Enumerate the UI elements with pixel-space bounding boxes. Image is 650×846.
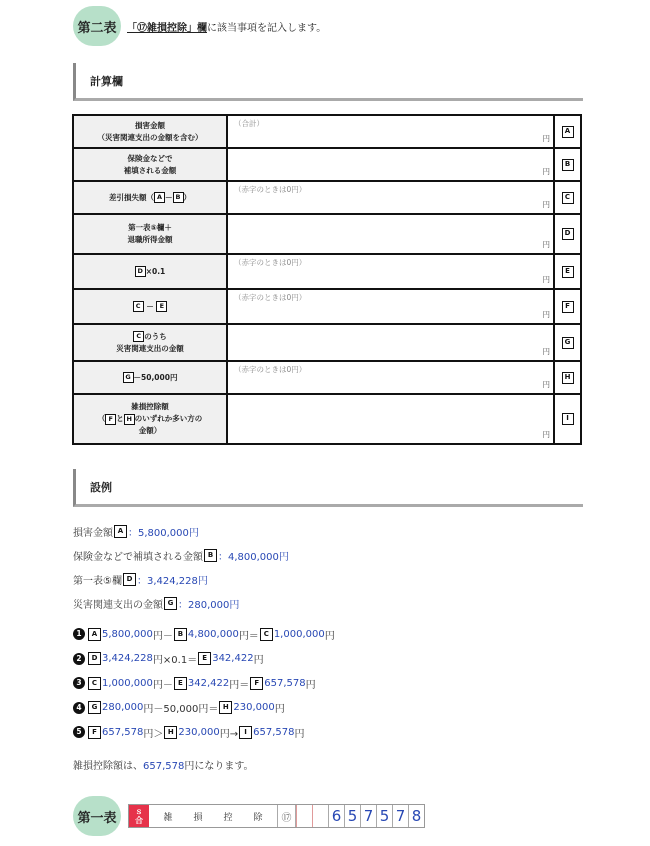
calc-row: [73, 148, 581, 181]
mark-box: C: [260, 628, 273, 641]
yen-unit: 円: [542, 200, 550, 209]
header: [73, 4, 326, 48]
form-digit-cell: [296, 805, 312, 827]
form-tag: ｓ 合: [129, 805, 149, 827]
label-line: 災害関連支出の金額: [116, 343, 184, 353]
calc-row-mark: [554, 181, 581, 214]
label-line: 退職所得金額: [127, 235, 173, 244]
calc-row-label: [73, 361, 227, 394]
step-value: 230,000: [233, 702, 275, 714]
mark-box: A: [114, 525, 127, 538]
text: 円＝: [238, 630, 259, 642]
calc-row: [73, 324, 581, 361]
text: ：: [128, 527, 138, 539]
calc-row-label: [73, 214, 227, 254]
calc-row: [73, 115, 581, 148]
mark-box: B: [562, 159, 574, 171]
yen-unit: 円: [542, 275, 550, 284]
calc-step: [73, 622, 335, 647]
text: 損害金額: [73, 527, 113, 539]
form-field-label: [149, 805, 277, 827]
text: 円－: [152, 630, 173, 642]
text: 円: [305, 679, 316, 691]
mark-box: H: [124, 414, 135, 425]
yen-unit: 円: [542, 430, 550, 439]
calc-amount-input[interactable]: [227, 115, 554, 148]
label-line: 金額）: [138, 426, 162, 435]
calc-amount-input[interactable]: [227, 324, 554, 361]
text: 災害関連支出の金額: [73, 599, 163, 611]
form-digit-cell: 7: [392, 805, 408, 827]
step-value: 5,800,000: [102, 628, 153, 640]
step-number: 3: [73, 677, 85, 689]
text: －: [143, 301, 157, 311]
label-line: [76, 266, 224, 278]
label-line: [76, 372, 224, 384]
conclusion-value: 657,578: [143, 761, 185, 772]
step-value: 230,000: [178, 726, 220, 738]
example-item: [73, 543, 289, 567]
calc-step: [73, 671, 335, 696]
mark-box: D: [88, 652, 101, 665]
mark-box: I: [562, 413, 574, 425]
label-line: [76, 331, 224, 343]
form-digit-cell: 5: [376, 805, 392, 827]
form-digit-cell: [312, 805, 328, 827]
form-digit-cells: [295, 805, 424, 827]
calc-amount-input[interactable]: [227, 289, 554, 324]
mark-box: A: [562, 126, 574, 138]
calc-row-label: [73, 324, 227, 361]
calc-row-label: [73, 394, 227, 444]
calc-row-label: [73, 289, 227, 324]
mark-box: F: [250, 677, 263, 690]
calc-row-mark: [554, 394, 581, 444]
yen-unit: 円: [542, 167, 550, 176]
mark-box: C: [562, 192, 574, 204]
mark-box: E: [562, 266, 574, 278]
calc-amount-input[interactable]: [227, 254, 554, 289]
step-number: 5: [73, 726, 85, 738]
mark-box: C: [133, 331, 144, 342]
footer-form-preview: [73, 793, 425, 839]
yen-unit: 円: [542, 347, 550, 356]
text: と: [116, 414, 124, 423]
label-line: [76, 301, 224, 313]
mark-box: G: [88, 701, 101, 714]
calc-row-label: [73, 181, 227, 214]
form-field-box: [128, 804, 425, 828]
mark-box: D: [135, 266, 146, 277]
text: 保険金などで補填される金額: [73, 551, 203, 563]
step-value: 657,578: [253, 726, 295, 738]
label-line: 保険金などで: [127, 153, 173, 163]
calc-amount-input[interactable]: [227, 394, 554, 444]
example-item: [73, 591, 289, 615]
input-hint: （赤字のときは0円）: [234, 293, 307, 302]
calc-row-label: [73, 115, 227, 148]
mark-box: D: [562, 228, 574, 240]
step-value: 280,000: [102, 702, 144, 714]
mark-box: A: [88, 628, 101, 641]
calc-row: [73, 214, 581, 254]
step-value: 1,000,000: [273, 628, 325, 640]
label-line: [76, 192, 224, 204]
form-field-number: ⑰: [277, 805, 295, 827]
yen-unit: 円: [542, 134, 550, 143]
mark-box: H: [164, 726, 177, 739]
mark-box: H: [219, 701, 232, 714]
text: 円: [253, 655, 264, 667]
calc-row-label: [73, 148, 227, 181]
example-value: 280,000円: [188, 599, 240, 611]
text: 円→: [219, 728, 239, 740]
calc-amount-input[interactable]: [227, 214, 554, 254]
calc-step: [73, 720, 335, 745]
calc-row: [73, 181, 581, 214]
text: のうち: [144, 331, 167, 341]
mark-box: F: [88, 726, 101, 739]
text: 円＝: [229, 679, 250, 691]
step-value: 342,422: [187, 677, 230, 689]
yen-unit: 円: [542, 380, 550, 389]
mark-box: B: [174, 628, 187, 641]
text: 円: [294, 728, 305, 740]
calc-amount-input[interactable]: [227, 181, 554, 214]
form-label-char: 雑: [163, 812, 173, 823]
yen-unit: 円: [542, 240, 550, 249]
step-value: 657,578: [102, 726, 144, 738]
mark-box: E: [198, 652, 211, 665]
text: 円: [324, 630, 335, 642]
label-line: 第一表⑤欄＋: [128, 223, 172, 232]
yen-unit: 円: [542, 310, 550, 319]
label-line: 補填される金額: [123, 165, 177, 175]
text: ：: [218, 551, 228, 563]
example-item: [73, 519, 289, 543]
mark-box: C: [88, 677, 101, 690]
calc-row-mark: [554, 148, 581, 181]
text: ）: [183, 192, 191, 202]
label-line: 損害金額: [135, 120, 165, 130]
step-value: 657,578: [264, 677, 306, 689]
text: 円－: [152, 679, 173, 691]
calc-row-label: [73, 254, 227, 289]
form-digit-cell: 6: [328, 805, 344, 827]
form-label-char: 控: [223, 812, 233, 823]
text: 第一表⑤欄: [73, 575, 122, 587]
text: 差引損失額（: [109, 192, 154, 202]
header-text: [127, 19, 326, 34]
input-hint: （合計）: [234, 119, 264, 128]
example-item: [73, 567, 289, 591]
text: ：: [178, 599, 188, 611]
calc-step: [73, 647, 335, 672]
label-line: [76, 413, 224, 425]
form-label-char: 損: [193, 812, 203, 823]
calc-row: [73, 254, 581, 289]
label-line: 雑損控除額: [131, 402, 169, 411]
conclusion: 雑損控除額は、657,578円になります。: [73, 761, 254, 772]
calc-row-mark: [554, 361, 581, 394]
form-digit-cell: 8: [408, 805, 424, 827]
example-list: [73, 519, 289, 615]
form-digit-cell: 7: [360, 805, 376, 827]
mark-box: A: [154, 192, 165, 203]
step-list: [73, 622, 335, 745]
text: 円: [274, 704, 285, 716]
input-hint: （赤字のときは0円）: [234, 185, 307, 194]
step-number: 4: [73, 702, 85, 714]
mark-box: D: [123, 573, 136, 586]
step-value: 1,000,000: [102, 677, 153, 689]
example-value: 5,800,000円: [138, 527, 199, 539]
text: －: [165, 192, 173, 202]
mark-box: G: [562, 337, 574, 349]
text: 円＞: [143, 728, 164, 740]
text: 円－50,000円＝: [143, 704, 219, 716]
calc-row-mark: [554, 254, 581, 289]
calc-amount-input[interactable]: [227, 148, 554, 181]
calc-step: [73, 696, 335, 721]
text: のいずれか多い方の: [134, 414, 203, 423]
mark-box: E: [156, 301, 167, 312]
text: －50,000円: [133, 372, 178, 382]
form-digit-cell: 5: [344, 805, 360, 827]
example-value: 3,424,228円: [146, 575, 208, 587]
input-hint: （赤字のときは0円）: [234, 258, 307, 267]
calc-row-mark: [554, 324, 581, 361]
mark-box: C: [133, 301, 144, 312]
calc-row: [73, 289, 581, 324]
label-line: （災害関連支出の金額を含む）: [97, 132, 203, 142]
field-link[interactable]: 「⑰雑損控除」欄: [127, 22, 207, 34]
mark-box: G: [123, 372, 134, 383]
table-badge: 第二表: [73, 6, 121, 46]
header-rest: に該当事項を記入します。: [207, 22, 327, 34]
example-value: 4,800,000円: [228, 551, 289, 563]
mark-box: I: [239, 726, 252, 739]
mark-box: B: [173, 192, 184, 203]
form-label-char: 除: [253, 812, 263, 823]
step-number: 2: [73, 653, 85, 665]
calc-table: [72, 114, 582, 445]
calc-row: [73, 361, 581, 394]
input-hint: （赤字のときは0円）: [234, 365, 307, 374]
example-section-title: 設例: [73, 469, 583, 507]
mark-box: E: [174, 677, 187, 690]
step-value: 3,424,228: [102, 653, 153, 665]
calc-row-mark: [554, 115, 581, 148]
text: （: [97, 414, 106, 423]
calc-amount-input[interactable]: [227, 361, 554, 394]
text: 円×0.1＝: [152, 655, 198, 667]
calc-section-title: 計算欄: [73, 63, 583, 101]
mark-box: B: [204, 549, 217, 562]
table-one-badge: 第一表: [73, 796, 121, 836]
text: ：: [136, 575, 147, 587]
step-number: 1: [73, 628, 85, 640]
calc-row-mark: [554, 214, 581, 254]
text: ×0.1: [145, 266, 166, 276]
calc-row-mark: [554, 289, 581, 324]
calc-row: [73, 394, 581, 444]
mark-box: F: [105, 414, 116, 425]
mark-box: G: [164, 597, 177, 610]
step-value: 4,800,000: [187, 628, 239, 640]
step-value: 342,422: [212, 653, 254, 665]
mark-box: H: [562, 372, 574, 384]
mark-box: F: [562, 301, 574, 313]
